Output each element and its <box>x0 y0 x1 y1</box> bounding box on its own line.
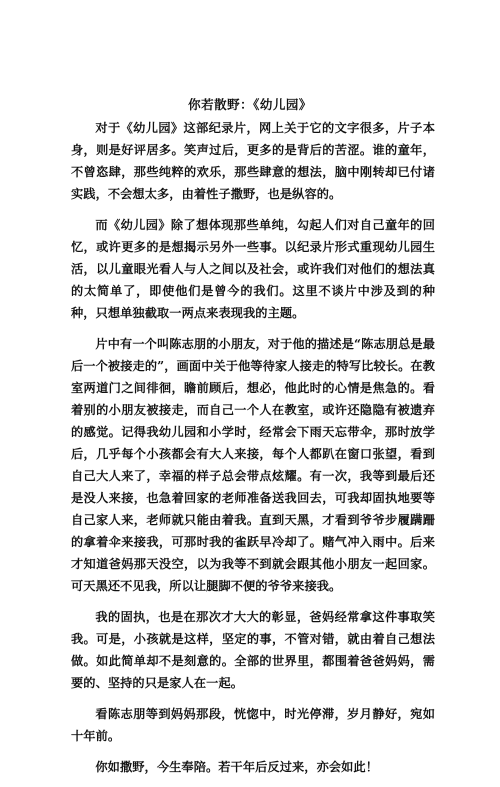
paragraph-2: 而《幼儿园》除了想体现那些单纯，勾起人们对自己童年的回忆，或许更多的是想揭示另外一些事。以纪录片形式重现幼儿园生活，以儿童眼光看人与人之间以及社会，或许我们对他们的想法真的太简单了，即使他们是曾今的我们。这里不谈片中涉及到的种种，只想单独截取一两点来表现我的主题。 <box>71 218 435 320</box>
paragraph-6: 你如撒野，今生奉陪。若干年后反过来，亦会如此！ <box>95 760 379 774</box>
paragraph-4: 我的固执，也是在那次才大大的彰显，爸妈经常拿这件事取笑我。可是，小孩就是这样，坚定的事，不管对错，就由着自己想法做。如此简单却不是刻意的。全部的世界里，都围着爸爸妈妈，需要的、坚持的只是家人在一起。 <box>71 610 435 690</box>
paragraph-3: 片中有一个叫陈志朋的小朋友，对于他的描述是“陈志朋总是最后一个被接走的”，画面中关于他等待家人接走的特写比较长。在教室两道门之间徘徊，瞻前顾后，想必，他此时的心情是焦急的。看着别的小朋友被接走，而自己一个人在教室，或许还隐隐有被遗弃的感觉。记得我幼儿园和小学时，经常会下雨天忘带伞，那时放学后，几乎每个小孩都会有大人来接，每个人都趴在窗口张望，看到自己大人来了，幸福的样子总会带点炫耀。有一次，我等到最后还是没人来接，也急着回家的老师准备送我回去，可我却固执地要等自己家人来，老师就只能由着我。直到天黑，才看到爷爷步履蹒跚的拿着伞来接我，可那时我的雀跃早冷却了。赌气冲入雨中。后来才知道爸妈那天没空，以为我等不到就会跟其他小朋友一起回家。可天黑还不见我，所以让腿脚不便的爷爷来接我。 <box>71 337 435 593</box>
paragraph-1: 对于《幼儿园》这部纪录片，网上关于它的文字很多，片子本身，则是好评居多。笑声过后，更多的是背后的苦涩。谁的童年，不曾恣肆，那些纯粹的欢乐，那些肆意的想法，脑中刚转却已付诸实践，不会想太多，由着性子撒野，也是纵容的。 <box>71 121 435 201</box>
document-title: 你若散野：《幼儿园》 <box>188 97 312 112</box>
document-body <box>71 117 435 787</box>
paragraph-5: 看陈志朋等到妈妈那段，恍惚中，时光停滞，岁月静好，宛如十年前。 <box>71 707 435 743</box>
